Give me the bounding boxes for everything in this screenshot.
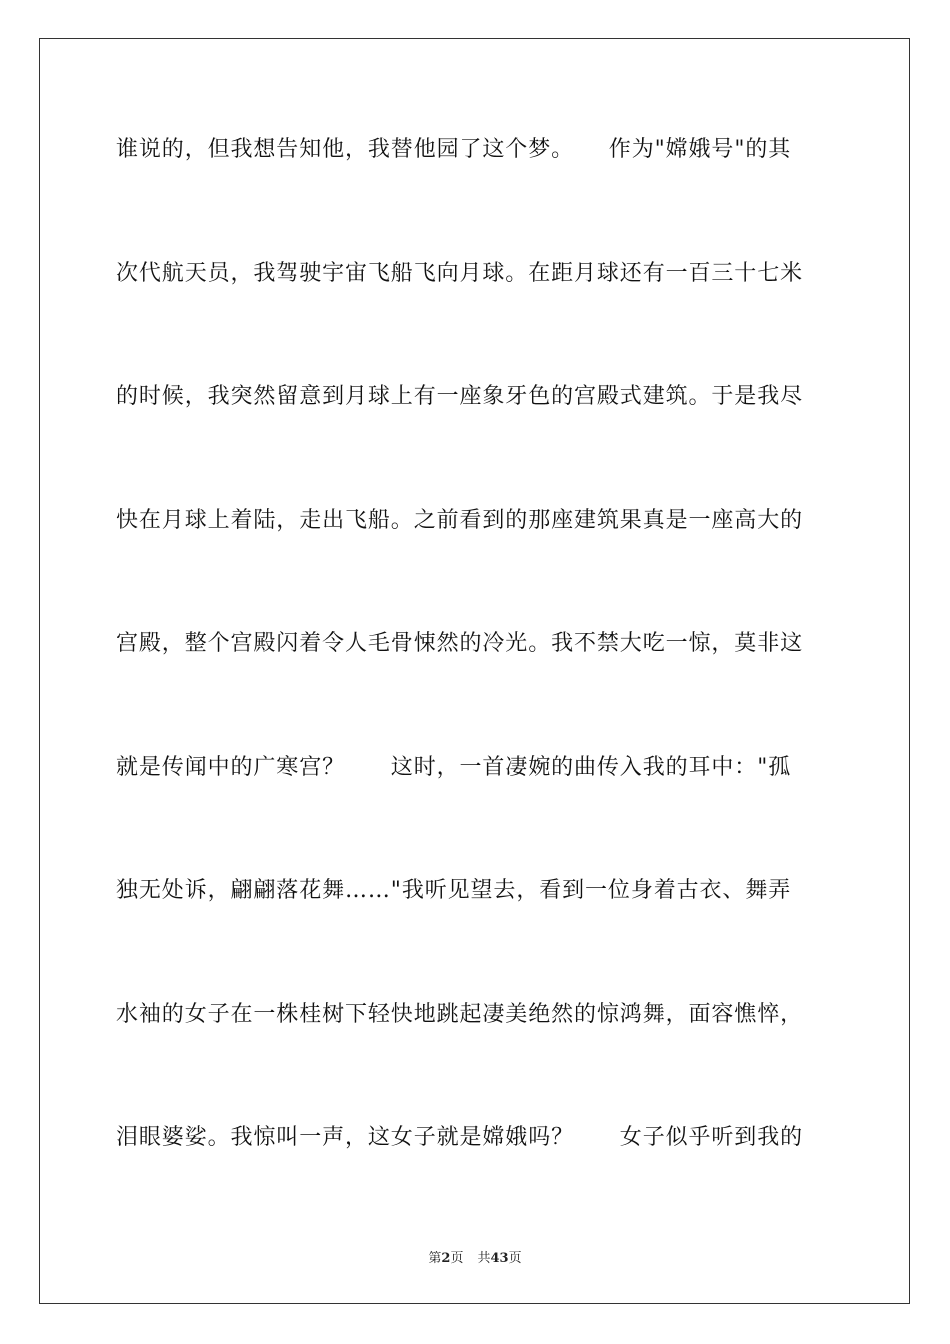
text-line: 就是传闻中的广寒宫？ 这时，一首凄婉的曲传入我的耳中："孤: [116, 754, 792, 780]
text-line: 宫殿，整个宫殿闪着令人毛骨悚然的冷光。我不禁大吃一惊，莫非这: [116, 631, 804, 656]
text-line: 独无处诉，翩翩落花舞……"我听见望去，看到一位身着古衣、舞弄: [116, 878, 792, 903]
page-number: 2: [441, 1251, 451, 1266]
page-suffix: 页: [450, 1251, 464, 1266]
text-line: 次代航天员，我驾驶宇宙飞船飞向月球。在距月球还有一百三十七米: [116, 260, 804, 286]
total-prefix: 共: [477, 1251, 491, 1266]
body-text: [116, 128, 836, 1240]
text-line: 水袖的女子在一株桂树下轻快地跳起凄美绝然的惊鸿舞，面容憔悴，: [116, 1001, 804, 1027]
text-line: 的时候，我突然留意到月球上有一座象牙色的宫殿式建筑。于是我尽: [116, 384, 804, 409]
total-pages: 43: [490, 1251, 509, 1266]
text-line: 泪眼婆娑。我惊叫一声，这女子就是嫦娥吗？ 女子似乎听到我的: [116, 1125, 804, 1150]
total-suffix: 页: [508, 1251, 522, 1266]
text-line: 快在月球上着陆，走出飞船。之前看到的那座建筑果真是一座高大的: [116, 507, 804, 533]
page-prefix: 第: [428, 1251, 442, 1266]
text-line: 谁说的，但我想告知他，我替他园了这个梦。 作为"嫦娥号"的其: [116, 137, 792, 162]
page-footer: [0, 1247, 950, 1266]
